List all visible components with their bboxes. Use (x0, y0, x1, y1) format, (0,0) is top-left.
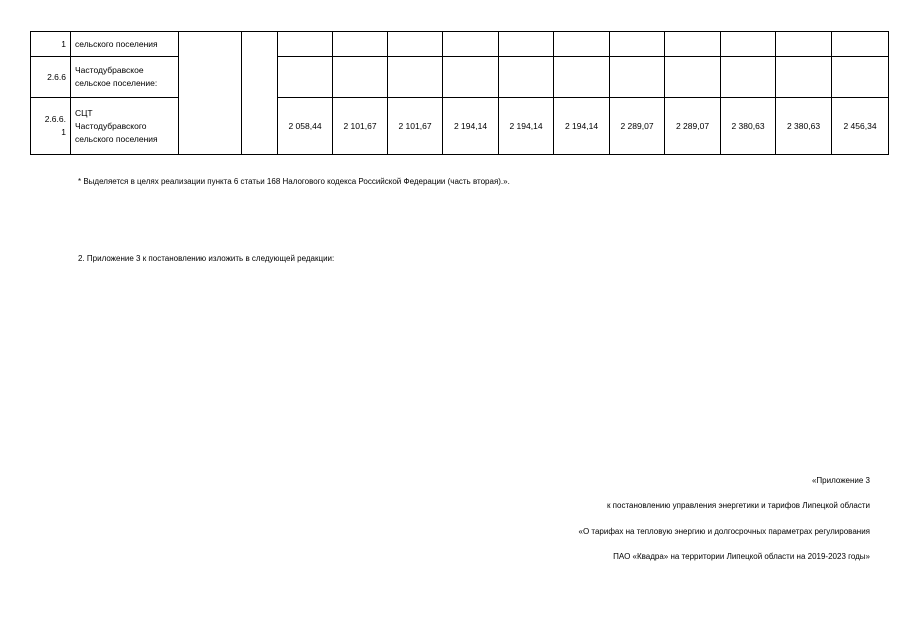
value-cell (499, 32, 554, 57)
value-cell (610, 57, 665, 98)
value-cell (776, 32, 832, 57)
value-cell: 2 194,14 (554, 98, 610, 155)
value-cell (832, 32, 889, 57)
value-cell (388, 32, 443, 57)
value-cell: 2 380,63 (776, 98, 832, 155)
value-cell (499, 57, 554, 98)
value-cell (278, 57, 333, 98)
value-cell (721, 57, 776, 98)
value-cell: 2 194,14 (499, 98, 554, 155)
row-name: СЦТ Частодубравского сельского поселения (71, 98, 179, 155)
appendix-line-3: «О тарифах на тепловую энергию и долгосрочных параметрах регулирования (578, 527, 870, 536)
value-cell: 2 058,44 (278, 98, 333, 155)
value-cell (832, 57, 889, 98)
value-cell (554, 32, 610, 57)
value-cell: 2 289,07 (665, 98, 721, 155)
value-cell: 2 194,14 (443, 98, 499, 155)
appendix-line-2: к постановлению управления энергетики и тарифов Липецкой области (606, 501, 870, 510)
table-row (31, 32, 889, 57)
value-cell (443, 57, 499, 98)
table-row (31, 98, 889, 155)
value-cell: 2 101,67 (388, 98, 443, 155)
empty-cell (242, 32, 278, 155)
row-number: 2.6.6 (31, 57, 71, 98)
value-cell (443, 32, 499, 57)
value-cell (776, 57, 832, 98)
footnote: * Выделяется в целях реализации пункта 6 статьи 168 Налогового кодекса Российской Федерации (часть вторая).». (78, 177, 510, 186)
value-cell (665, 57, 721, 98)
value-cell (333, 32, 388, 57)
value-cell: 2 456,34 (832, 98, 889, 155)
appendix-title: «Приложение 3 (811, 476, 870, 485)
empty-cell (179, 32, 242, 155)
value-cell (554, 57, 610, 98)
value-cell (665, 32, 721, 57)
row-number: 1 (31, 32, 71, 57)
value-cell: 2 380,63 (721, 98, 776, 155)
row-name: сельского поселения (71, 32, 179, 57)
value-cell (610, 32, 665, 57)
row-name: Частодубравское сельское поселение: (71, 57, 179, 98)
appendix-line-4: ПАО «Квадра» на территории Липецкой области на 2019-2023 годы» (613, 552, 870, 561)
value-cell (721, 32, 776, 57)
value-cell (333, 57, 388, 98)
value-cell (388, 57, 443, 98)
amendment-paragraph: 2. Приложение 3 к постановлению изложить в следующей редакции: (78, 254, 335, 263)
table-row (31, 57, 889, 98)
tariff-table (30, 31, 889, 155)
row-number: 2.6.6. 1 (31, 98, 71, 155)
value-cell: 2 101,67 (333, 98, 388, 155)
value-cell (278, 32, 333, 57)
value-cell: 2 289,07 (610, 98, 665, 155)
